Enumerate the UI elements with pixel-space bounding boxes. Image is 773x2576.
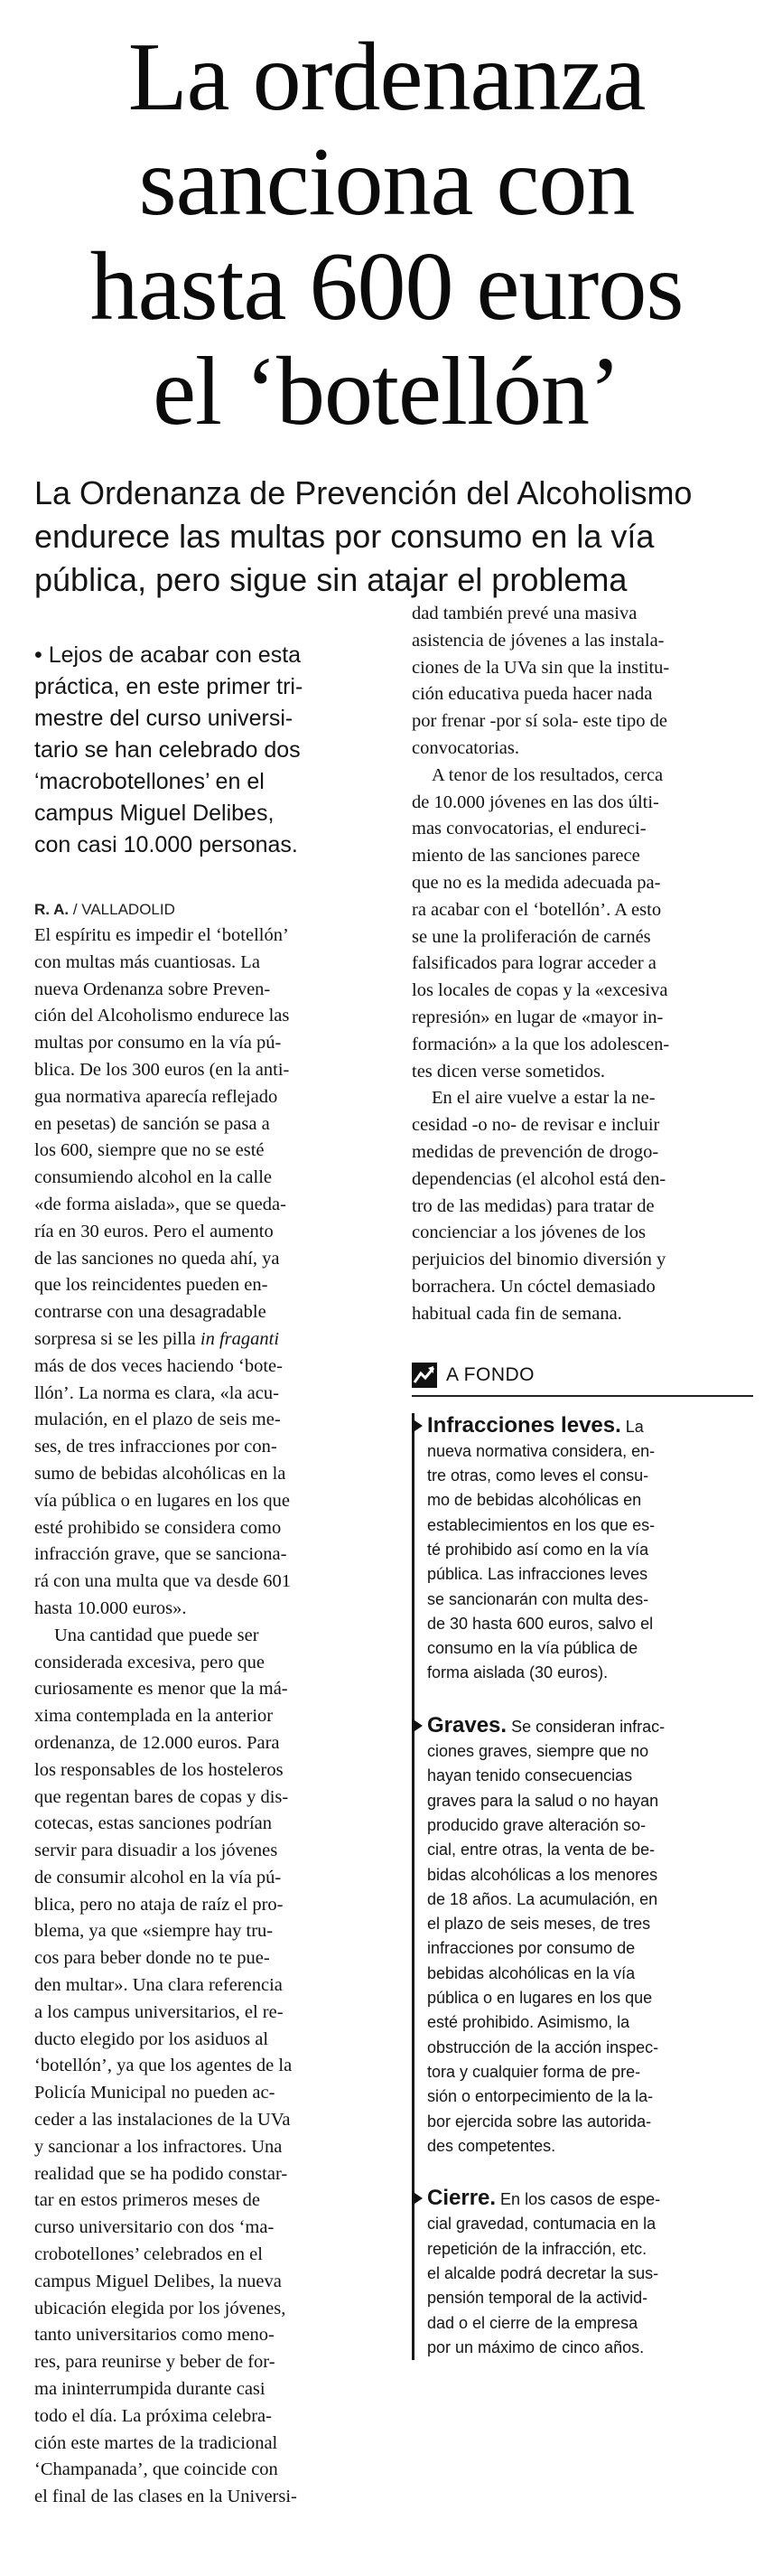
article-line: de las sanciones no queda ahí, ya (34, 1248, 280, 1269)
article-line: A tenor de los resultados, cerca (432, 764, 664, 785)
article-line: ría en 30 euros. Pero el aumento (34, 1221, 274, 1241)
article-line: por frenar -por sí sola- este tipo de (412, 711, 667, 732)
article-line: ciones de la UVa sin que la institu- (412, 657, 670, 678)
headline-line: el ‘botellón’ (153, 338, 620, 445)
entry-first-line (427, 1413, 753, 1439)
lead-line: mestre del curso universi- (34, 706, 293, 731)
entry-line: pública o en lugares en los que (427, 1989, 653, 2008)
article-line: llón’. La norma es clara, «la acu- (34, 1382, 279, 1403)
entry-line: dad o el cierre de la empresa (427, 2313, 638, 2332)
entry-line: obstrucción de la acción inspec- (427, 2037, 659, 2056)
entry-line: repetición de la infracción, etc. (427, 2239, 647, 2258)
entry-line: infracciones por consumo de (427, 1939, 636, 1958)
article-line: que regentan bares de copas y dis- (34, 1786, 289, 1807)
article-line: ma ininterrumpida durante casi (34, 2379, 265, 2400)
a-fondo-entry (427, 1413, 753, 1686)
article-line: den multar». Una clara referencia (34, 1975, 283, 1996)
article-line: tanto universitarios como meno- (34, 2325, 275, 2346)
article-line: ses, de tres infracciones por con- (34, 1437, 277, 1457)
entry-line: bebidas alcohólicas en la vía (427, 1963, 636, 1982)
article-line: cos para beber donde no te pue- (34, 1948, 270, 1969)
article-line: en pesetas) de sanción se pasa a (34, 1113, 270, 1134)
article-line: que los reincidentes pueden en- (34, 1275, 268, 1296)
a-fondo-box (412, 1413, 753, 2361)
entry-line: el plazo de seis meses, de tres (427, 1915, 651, 1934)
article-line: de consumir alcohol en la vía pú- (34, 1867, 282, 1888)
lead-line: con casi 10.000 personas. (34, 832, 298, 857)
entry-line: té prohibido así como en la vía (427, 1541, 649, 1559)
article-line: ceder a las instalaciones de la UVa (34, 2110, 291, 2131)
article-line: considerada excesiva, pero que (34, 1652, 265, 1672)
article-line: Policía Municipal no pueden ac- (34, 2083, 275, 2103)
article-line: los responsables de los hosteleros (34, 1759, 284, 1780)
article-line: se une la proliferación de carnés (412, 926, 651, 947)
entry-first-line (427, 1713, 753, 1739)
article-line: ducto elegido por los asiduos al (34, 2028, 269, 2049)
a-fondo-entry (427, 1713, 753, 2159)
byline-separator: / (69, 901, 82, 918)
article-line: infracción grave, que se sanciona- (34, 1544, 287, 1565)
headline-line: hasta 600 euros (89, 233, 684, 341)
triangle-bullet-icon (412, 1419, 423, 1433)
entry-term: Graves. (427, 1712, 508, 1738)
article-line: medidas de prevención de drogo- (412, 1141, 659, 1162)
entry-text: La (620, 1417, 644, 1436)
lead-line: práctica, en este primer tri- (34, 674, 303, 699)
entry-line: por un máximo de cinco años. (427, 2337, 645, 2356)
headline-line: sanciona con (138, 128, 635, 236)
article-line: ‘botellón’, ya que los agentes de la (34, 2056, 293, 2076)
lead-line: campus Miguel Delibes, (34, 801, 275, 826)
entry-line: cial, entre otras, la venta de be- (427, 1841, 656, 1859)
article-line: ción este martes de la tradicional (34, 2432, 278, 2453)
article-line: blica. De los 300 euros (en la anti- (34, 1059, 290, 1080)
lead-line: ‘macrobotellones’ en el (34, 769, 265, 794)
entry-line: tre otras, como leves el consu- (427, 1466, 649, 1485)
article-line: consumiendo alcohol en la calle (34, 1167, 272, 1188)
article-body-left (34, 923, 385, 2511)
article-line: el final de las clases en la Universi- (34, 2487, 297, 2507)
article-line: más de dos veces haciendo ‘bote- (34, 1355, 283, 1376)
triangle-bullet-icon (412, 2191, 423, 2206)
entry-line: des competentes. (427, 2136, 556, 2155)
article-line: En el aire vuelve a estar la ne- (432, 1088, 656, 1109)
entry-term: Cierre. (427, 2186, 497, 2211)
article-line: convocatorias. (412, 737, 519, 758)
entry-line: esté prohibido. Asimismo, la (427, 2013, 630, 2032)
article-line: blema, ya que «siempre hay tru- (34, 1921, 274, 1942)
article-line: vía pública o en lugares en los que (34, 1490, 290, 1511)
article-line: ción del Alcoholismo endurece las (34, 1006, 290, 1026)
article-line: Una cantidad que puede ser (54, 1625, 259, 1645)
entry-line: consumo en la vía pública de (427, 1639, 638, 1658)
article-line: res, para reunirse y beber de for- (34, 2352, 275, 2373)
article-line: cesidad -o no- de revisar e incluir (412, 1115, 660, 1136)
article-line: formación» a la que los adolescen- (412, 1034, 670, 1054)
right-column (412, 601, 753, 2387)
lead-line: • Lejos de acabar con esta (34, 642, 302, 668)
entry-line: forma aislada (30 euros). (427, 1663, 609, 1682)
triangle-bullet-icon (412, 1719, 423, 1733)
article-line: xima contemplada en la anterior (34, 1706, 274, 1727)
a-fondo-header (412, 1359, 753, 1397)
article-line: que no es la medida adecuada pa- (412, 872, 661, 893)
article-line: represión» en lugar de «mayor in- (412, 1007, 664, 1027)
article-line: todo el día. La próxima celebra- (34, 2405, 272, 2426)
article-line: crobotellones’ celebrados en el (34, 2244, 263, 2265)
entry-line: el alcalde podrá decretar la sus- (427, 2264, 659, 2283)
entry-line: bidas alcohólicas a los menores (427, 1865, 658, 1884)
article-line: curiosamente es menor que la má- (34, 1679, 288, 1700)
article-line: servir para disuadir a los jóvenes (34, 1841, 278, 1861)
article-line: tes dicen verse sometidos. (412, 1061, 606, 1082)
entry-line: nueva normativa considera, en- (427, 1441, 656, 1460)
a-fondo-title: A FONDO (446, 1363, 536, 1385)
article-line: tro de las medidas) para tratar de (412, 1195, 655, 1216)
entry-line: se sancionarán con multa des- (427, 1589, 649, 1608)
article-line: tar en estos primeros meses de (34, 2190, 260, 2211)
article-body-right (412, 601, 753, 1328)
article-line: ción educativa pueda hacer nada (412, 684, 653, 705)
article-line: con multas más cuantiosas. La (34, 951, 260, 972)
article-line: multas por consumo en la vía pú- (34, 1033, 282, 1054)
lead-line: tario se han celebrado dos (34, 737, 301, 763)
article-line: curso universitario con dos ‘ma- (34, 2217, 275, 2238)
article-line: mulación, en el plazo de seis me- (34, 1410, 281, 1430)
article-line: borrachera. Un cóctel demasiado (412, 1276, 656, 1297)
article-line: hasta 10.000 euros». (34, 1597, 187, 1618)
entry-first-line (427, 2186, 753, 2212)
article-line: asistencia de jóvenes a las instala- (412, 630, 665, 651)
article-line: ‘Champanada’, que coincide con (34, 2459, 278, 2480)
article-line: contrarse con una desagradable (34, 1302, 266, 1323)
subheadline (34, 472, 748, 602)
lead-summary (34, 640, 385, 861)
entry-line: tora y cualquier forma de pre- (427, 2062, 641, 2081)
article-line: los 600, siempre que no se esté (34, 1140, 265, 1161)
article-line: cotecas, estas sanciones podrían (34, 1813, 272, 1834)
entry-text: Se consideran infrac- (507, 1717, 666, 1736)
article-line: El espíritu es impedir el ‘botellón’ (34, 925, 289, 945)
article-line: sumo de bebidas alcohólicas en la (34, 1463, 286, 1484)
entry-line: bor ejercida sobre las autorida- (427, 2112, 652, 2131)
article-line: sorpresa si se les pilla in fraganti (34, 1328, 280, 1349)
article-line: de 10.000 jóvenes en las dos últi- (412, 792, 659, 812)
entry-line: cial gravedad, contumacia en la (427, 2215, 657, 2234)
entry-line: pública. Las infracciones leves (427, 1565, 648, 1584)
subheadline-line: endurece las multas por consumo en la vía (34, 518, 655, 555)
headline-line: La ordenanza (127, 23, 646, 131)
article-line: ubicación elegida por los jóvenes, (34, 2298, 286, 2318)
entry-text: En los casos de espe- (496, 2190, 661, 2209)
article-line: mas convocatorias, el endureci- (412, 819, 647, 839)
article-line: ra acabar con el ‘botellón’. A esto (412, 899, 662, 920)
subheadline-line: La Ordenanza de Prevención del Alcoholismo (34, 474, 693, 511)
article-line: rá con una multa que va desde 601 (34, 1571, 292, 1592)
headline (18, 25, 755, 445)
entry-line: de 18 años. La acumulación, en (427, 1889, 658, 1908)
entry-term: Infracciones leves. (427, 1412, 621, 1438)
entry-line: sión o entorpecimiento de la la- (427, 2087, 654, 2106)
article-line: esté prohibido se considera como (34, 1517, 282, 1538)
article-line: perjuicios del binomio diversión y (412, 1250, 666, 1270)
left-column (34, 640, 385, 2511)
article-line: falsificados para lograr acceder a (412, 953, 657, 974)
entry-line: graves para la salud o no hayan (427, 1791, 659, 1810)
article-line: los locales de copas y la «excesiva (412, 980, 668, 1001)
entry-line: producido grave alteración so- (427, 1815, 647, 1834)
article-line: dependencias (el alcohol está den- (412, 1168, 666, 1189)
entry-line: de 30 hasta 600 euros, salvo el (427, 1614, 654, 1633)
entry-line: establecimientos en los que es- (427, 1515, 656, 1534)
article-line: ordenanza, de 12.000 euros. Para (34, 1732, 280, 1753)
entry-line: pensión temporal de la activid- (427, 2289, 648, 2308)
article-line: miento de las sanciones parece (412, 846, 640, 866)
article-line: dad también prevé una masiva (412, 604, 638, 623)
article-line: realidad que se ha podido constar- (34, 2163, 288, 2184)
article-line: habitual cada fin de semana. (412, 1303, 622, 1324)
article-line: campus Miguel Delibes, la nueva (34, 2271, 282, 2291)
article-line: concienciar a los jóvenes de los (412, 1222, 647, 1243)
trend-arrow-icon (412, 1363, 437, 1388)
entry-line: mo de bebidas alcohólicas en (427, 1491, 642, 1510)
article-line: gua normativa aparecía reflejado (34, 1086, 278, 1107)
byline-author: R. A. (34, 901, 70, 918)
article-line: blica, pero no ataja de raíz el pro- (34, 1894, 284, 1915)
article-line: y sancionar a los infractores. Una (34, 2136, 283, 2157)
entry-line: ciones graves, siempre que no (427, 1742, 649, 1761)
article-line: a los campus universitarios, el re- (34, 2001, 284, 2022)
article-line: nueva Ordenanza sobre Preven- (34, 979, 271, 999)
article-line: «de forma aislada», que se queda- (34, 1194, 286, 1214)
byline (34, 897, 385, 923)
entry-line: hayan tenido consecuencias (427, 1766, 633, 1785)
a-fondo-entry (427, 2186, 753, 2360)
byline-place: VALLADOLID (81, 901, 175, 918)
subheadline-line: pública, pero sigue sin atajar el problema (34, 561, 628, 598)
